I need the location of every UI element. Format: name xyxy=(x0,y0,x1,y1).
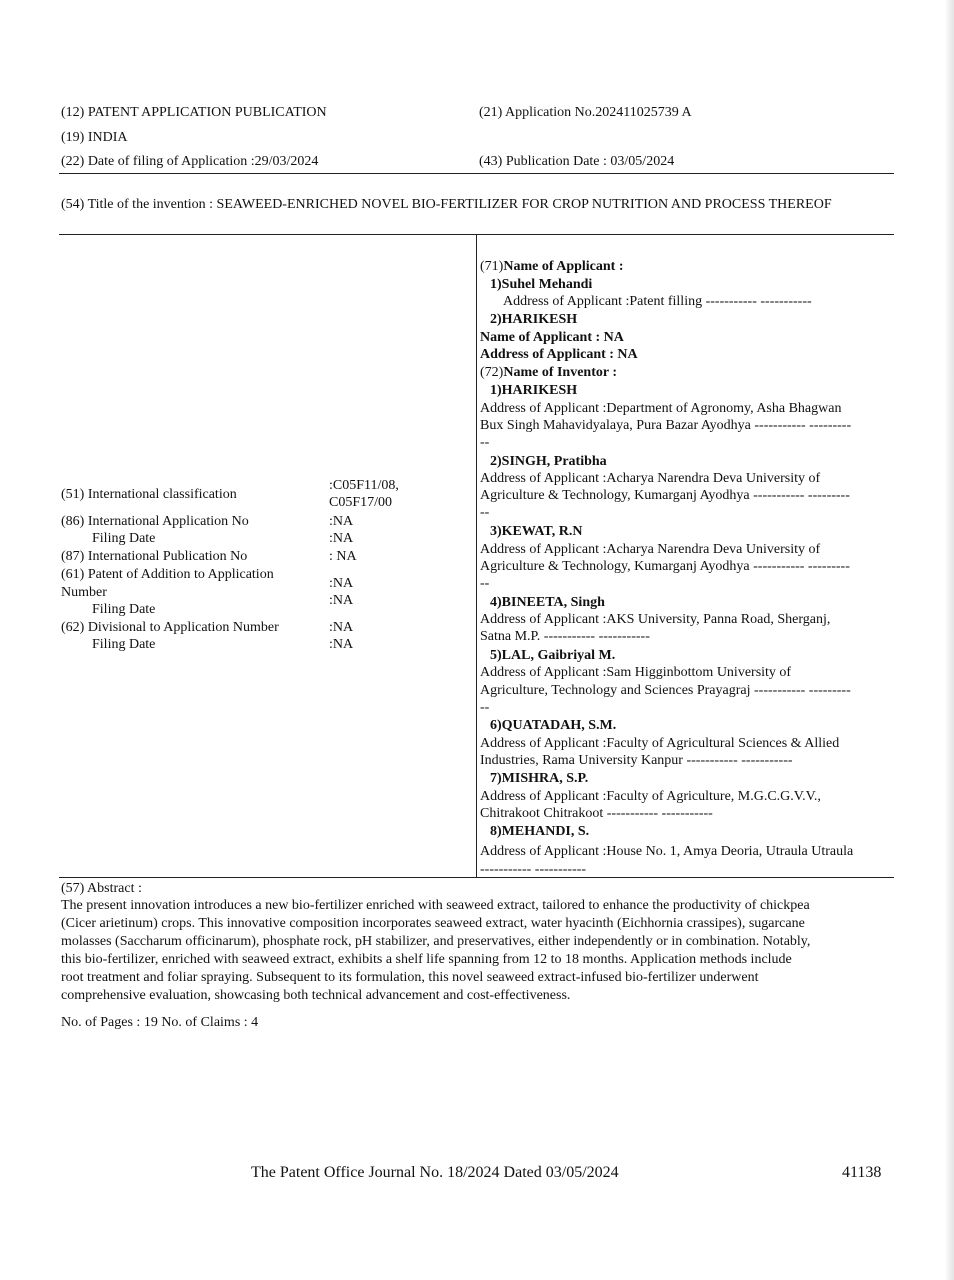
abstract-line: comprehensive evaluation, showcasing both technical advancement and cost-effectiveness. xyxy=(61,988,571,1003)
inventor-heading-text: Name of Inventor : xyxy=(503,365,617,380)
header-divider xyxy=(59,173,894,174)
country: (19) INDIA xyxy=(61,130,128,145)
pages-and-claims: No. of Pages : 19 No. of Claims : 4 xyxy=(61,1015,259,1030)
inventor-name: 5)LAL, Gaibriyal M. xyxy=(490,648,616,663)
inventor-address-line: Address of Applicant :Acharya Narendra Deva University of xyxy=(480,471,821,486)
inventor-name: 7)MISHRA, S.P. xyxy=(490,771,589,786)
inventor-address-line: Satna M.P. ----------- ----------- xyxy=(480,629,650,644)
inventor-address-line: Address of Applicant :House No. 1, Amya Deoria, Utraula Utraula xyxy=(480,844,854,859)
abstract-line: (Cicer arietinum) crops. This innovative composition incorporates seaweed extract, water hyacinth (Eichhornia crassipes), sugarcane xyxy=(61,916,805,931)
inventor-address-line: Address of Applicant :Department of Agronomy, Asha Bhagwan xyxy=(480,401,842,416)
abstract-line: this bio-fertilizer, enriched with seaweed extract, exhibits a shelf life spanning from 12 to 18 months. Application methods include xyxy=(61,952,792,967)
intl-application-filing-value: :NA xyxy=(329,531,354,546)
applicant-1-name: 1)Suhel Mehandi xyxy=(490,277,593,292)
inventor-address-line: Chitrakoot Chitrakoot ----------- ----------- xyxy=(480,806,713,821)
inventor-address-line: Agriculture & Technology, Kumarganj Ayodhya ----------- --------- xyxy=(480,488,850,503)
filing-date: (22) Date of filing of Application :29/03/2024 xyxy=(61,154,319,169)
abstract-line: molasses (Saccharum officinarum), phosphate rock, pH stabilizer, and preservatives, either independently or in combination. Notably, xyxy=(61,934,811,949)
patent-addition-filing-value: :NA xyxy=(329,593,354,608)
patent-addition-label-2: Number xyxy=(61,585,107,600)
page-edge-shadow xyxy=(946,0,954,1280)
abstract-line: The present innovation introduces a new bio-fertilizer enriched with seaweed extract, tailored to enhance the productivity of chickpea xyxy=(61,898,810,913)
inventor-address-line: Industries, Rama University Kanpur ----------- ----------- xyxy=(480,753,793,768)
applicant-heading-code: (71) xyxy=(480,259,504,274)
abstract-divider xyxy=(59,877,894,878)
page-number: 41138 xyxy=(842,1164,882,1181)
inventor-heading-code: (72) xyxy=(480,365,504,380)
inventor-address-line: Agriculture, Technology and Sciences Prayagraj ----------- --------- xyxy=(480,683,851,698)
inventor-name: 4)BINEETA, Singh xyxy=(490,595,605,610)
applicant-2-name: 2)HARIKESH xyxy=(490,312,578,327)
abstract-heading: (57) Abstract : xyxy=(61,881,142,896)
publication-type: (12) PATENT APPLICATION PUBLICATION xyxy=(61,105,327,120)
intl-application-filing-label: Filing Date xyxy=(92,531,156,546)
invention-title: (54) Title of the invention : SEAWEED-ENRICHED NOVEL BIO-FERTILIZER FOR CROP NUTRITION AND PROCESS THEREOF xyxy=(61,197,832,212)
inventor-address-line: -- xyxy=(480,505,490,520)
inventor-name: 8)MEHANDI, S. xyxy=(490,824,590,839)
journal-footer: The Patent Office Journal No. 18/2024 Dated 03/05/2024 xyxy=(251,1164,619,1181)
intl-classification-value-1: :C05F11/08, xyxy=(329,478,399,493)
inventor-address-line: Address of Applicant :Faculty of Agricultural Sciences & Allied xyxy=(480,736,840,751)
inventor-address-line: Address of Applicant :Sam Higginbottom University of xyxy=(480,665,792,680)
intl-application-value: :NA xyxy=(329,514,354,529)
patent-addition-label-1: (61) Patent of Addition to Application xyxy=(61,567,274,582)
inventor-name: 1)HARIKESH xyxy=(490,383,578,398)
divisional-filing-label: Filing Date xyxy=(92,637,156,652)
intl-publication-label: (87) International Publication No xyxy=(61,549,248,564)
intl-classification-label: (51) International classification xyxy=(61,487,237,502)
inventor-address-line: Address of Applicant :Acharya Narendra Deva University of xyxy=(480,542,821,557)
abstract-line: root treatment and foliar spraying. Subsequent to its formulation, this novel seaweed extract-infused bio-fertilizer underwent xyxy=(61,970,759,985)
inventor-address-line: ----------- ----------- xyxy=(480,862,587,877)
inventor-address-line: Address of Applicant :Faculty of Agriculture, M.G.C.G.V.V., xyxy=(480,789,821,804)
divisional-value: :NA xyxy=(329,620,354,635)
inventor-heading xyxy=(480,364,617,381)
divisional-label: (62) Divisional to Application Number xyxy=(61,620,279,635)
inventor-name: 2)SINGH, Pratibha xyxy=(490,454,607,469)
inventor-address-line: Agriculture & Technology, Kumarganj Ayodhya ----------- --------- xyxy=(480,559,850,574)
intl-classification-value-2: C05F17/00 xyxy=(329,495,393,510)
divisional-filing-value: :NA xyxy=(329,637,354,652)
inventor-address-line: Address of Applicant :AKS University, Panna Road, Sherganj, xyxy=(480,612,831,627)
patent-addition-filing-label: Filing Date xyxy=(92,602,156,617)
intl-application-label: (86) International Application No xyxy=(61,514,249,529)
inventor-address-line: Bux Singh Mahavidyalaya, Pura Bazar Ayodhya ----------- --------- xyxy=(480,418,852,433)
application-number: (21) Application No.202411025739 A xyxy=(479,105,692,120)
intl-publication-value: : NA xyxy=(329,549,357,564)
applicant-name-na: Name of Applicant : NA xyxy=(480,330,624,345)
column-divider xyxy=(476,235,477,878)
applicant-heading-text: Name of Applicant : xyxy=(503,259,624,274)
applicant-heading xyxy=(480,258,624,275)
publication-date: (43) Publication Date : 03/05/2024 xyxy=(479,154,675,169)
applicant-1-address: Address of Applicant :Patent filling ----------- ----------- xyxy=(503,294,812,309)
inventor-name: 3)KEWAT, R.N xyxy=(490,524,583,539)
inventor-address-line: -- xyxy=(480,576,490,591)
inventor-address-line: -- xyxy=(480,700,490,715)
applicant-address-na: Address of Applicant : NA xyxy=(480,347,638,362)
patent-addition-value: :NA xyxy=(329,576,354,591)
inventor-address-line: -- xyxy=(480,435,490,450)
inventor-name: 6)QUATADAH, S.M. xyxy=(490,718,617,733)
